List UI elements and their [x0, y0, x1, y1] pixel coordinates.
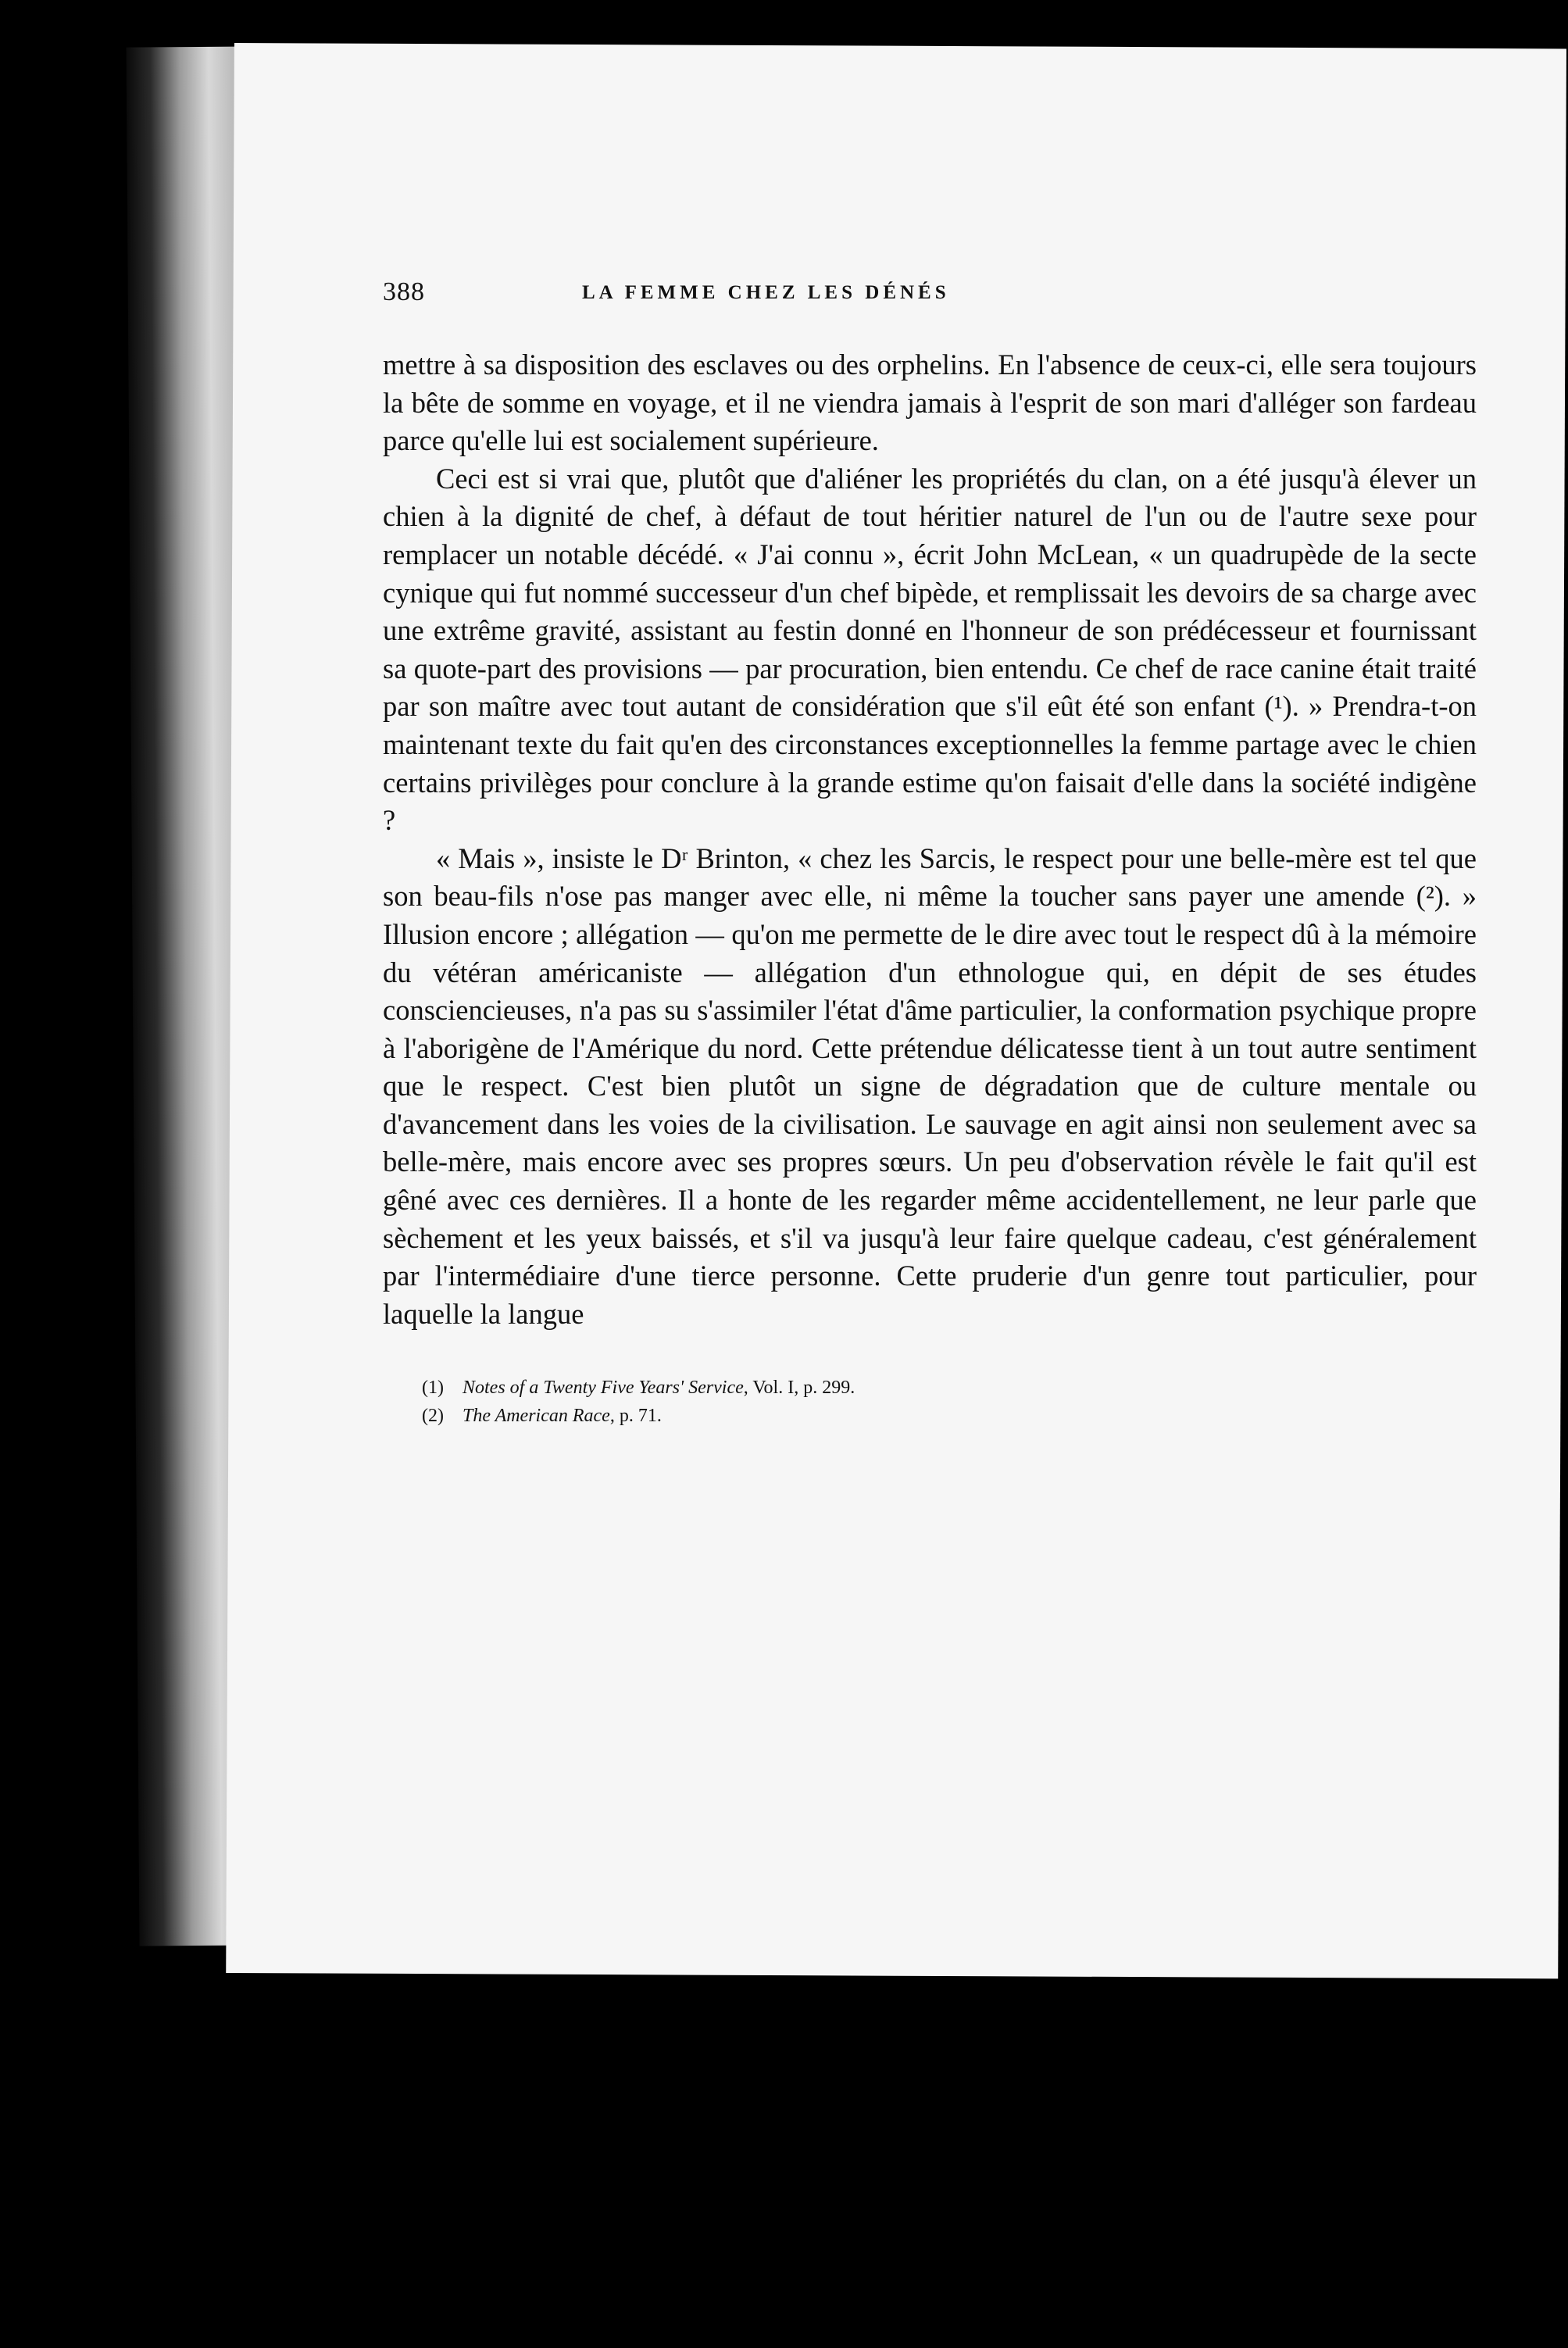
- running-title: LA FEMME CHEZ LES DÉNÉS: [582, 282, 950, 303]
- body-text: [383, 346, 1477, 1333]
- footnote-title: Notes of a Twenty Five Years' Service: [463, 1378, 744, 1399]
- page-number: 388: [383, 277, 425, 306]
- footnotes: [383, 1374, 1477, 1430]
- footnote-2: [422, 1402, 1477, 1430]
- page-content: [383, 277, 1477, 1430]
- footnote-title: The American Race: [463, 1406, 610, 1427]
- footnote-reference: , Vol. I, p. 299.: [743, 1378, 855, 1399]
- footnote-number: (2): [422, 1406, 444, 1427]
- footnote-reference: , p. 71.: [609, 1406, 662, 1427]
- running-head: [383, 277, 1477, 324]
- paragraph-3: « Mais », insiste le Dʳ Brinton, « chez les Sarcis, le respect pour une belle-mère est tel que son beau-fils n'ose pas manger avec elle, ni même la toucher sans payer une amende (²). » Illusion encore ; allégation — qu'on me permette de le dire avec tout le respect dû à la mémoire du vétéran américaniste — allégation d'un ethnologue qui, en dépit de ses études consciencieuses, n'a pas su s'assimiler l'état d'âme particulier, la conformation psychique propre à l'aborigène de l'Amérique du nord. Cette prétendue délicatesse tient à un tout autre sentiment que le respect. C'est bien plutôt un signe de dégradation que de culture mentale ou d'avancement dans les voies de la civilisation. Le sauvage en agit ainsi non seulement avec sa belle-mère, mais encore avec ses propres sœurs. Un peu d'observation révèle le fait qu'il est gêné avec ces dernières. Il a honte de les regarder même accidentellement, ne leur parle que sèchement et les yeux baissés, et s'il va jusqu'à leur faire quelque cadeau, c'est généralement par l'intermédiaire d'une tierce personne. Cette pruderie d'un genre tout particulier, pour laquelle la langue: [383, 842, 1477, 1330]
- footnote-number: (1): [422, 1378, 444, 1399]
- footnote-1: [422, 1374, 1477, 1402]
- paragraph-1: mettre à sa disposition des esclaves ou des orphelins. En l'absence de ceux-ci, elle sera toujours la bête de somme en voyage, et il ne viendra jamais à l'esprit de son mari d'alléger son fardeau parce qu'elle lui est socialement supérieure.: [383, 348, 1477, 457]
- paragraph-2: Ceci est si vrai que, plutôt que d'aliéner les propriétés du clan, on a été jusqu'à élever un chien à la dignité de chef, à défaut de tout héritier naturel de l'un ou de l'autre sexe pour remplacer un notable décédé. « J'ai connu », écrit John McLean, « un quadrupède de la secte cynique qui fut nommé successeur d'un chef bipède, et remplissait les devoirs de sa charge avec une extrême gravité, assistant au festin donné en l'honneur de son prédécesseur et fournissant sa quote-part des provisions — par procuration, bien entendu. Ce chef de race canine était traité par son maître avec tout autant de considération que s'il eût été son enfant (¹). » Prendra-t-on maintenant texte du fait qu'en des circonstances exceptionnelles la femme partage avec le chien certains privilèges pour conclure à la grande estime qu'on faisait d'elle dans la société indigène ?: [383, 462, 1477, 837]
